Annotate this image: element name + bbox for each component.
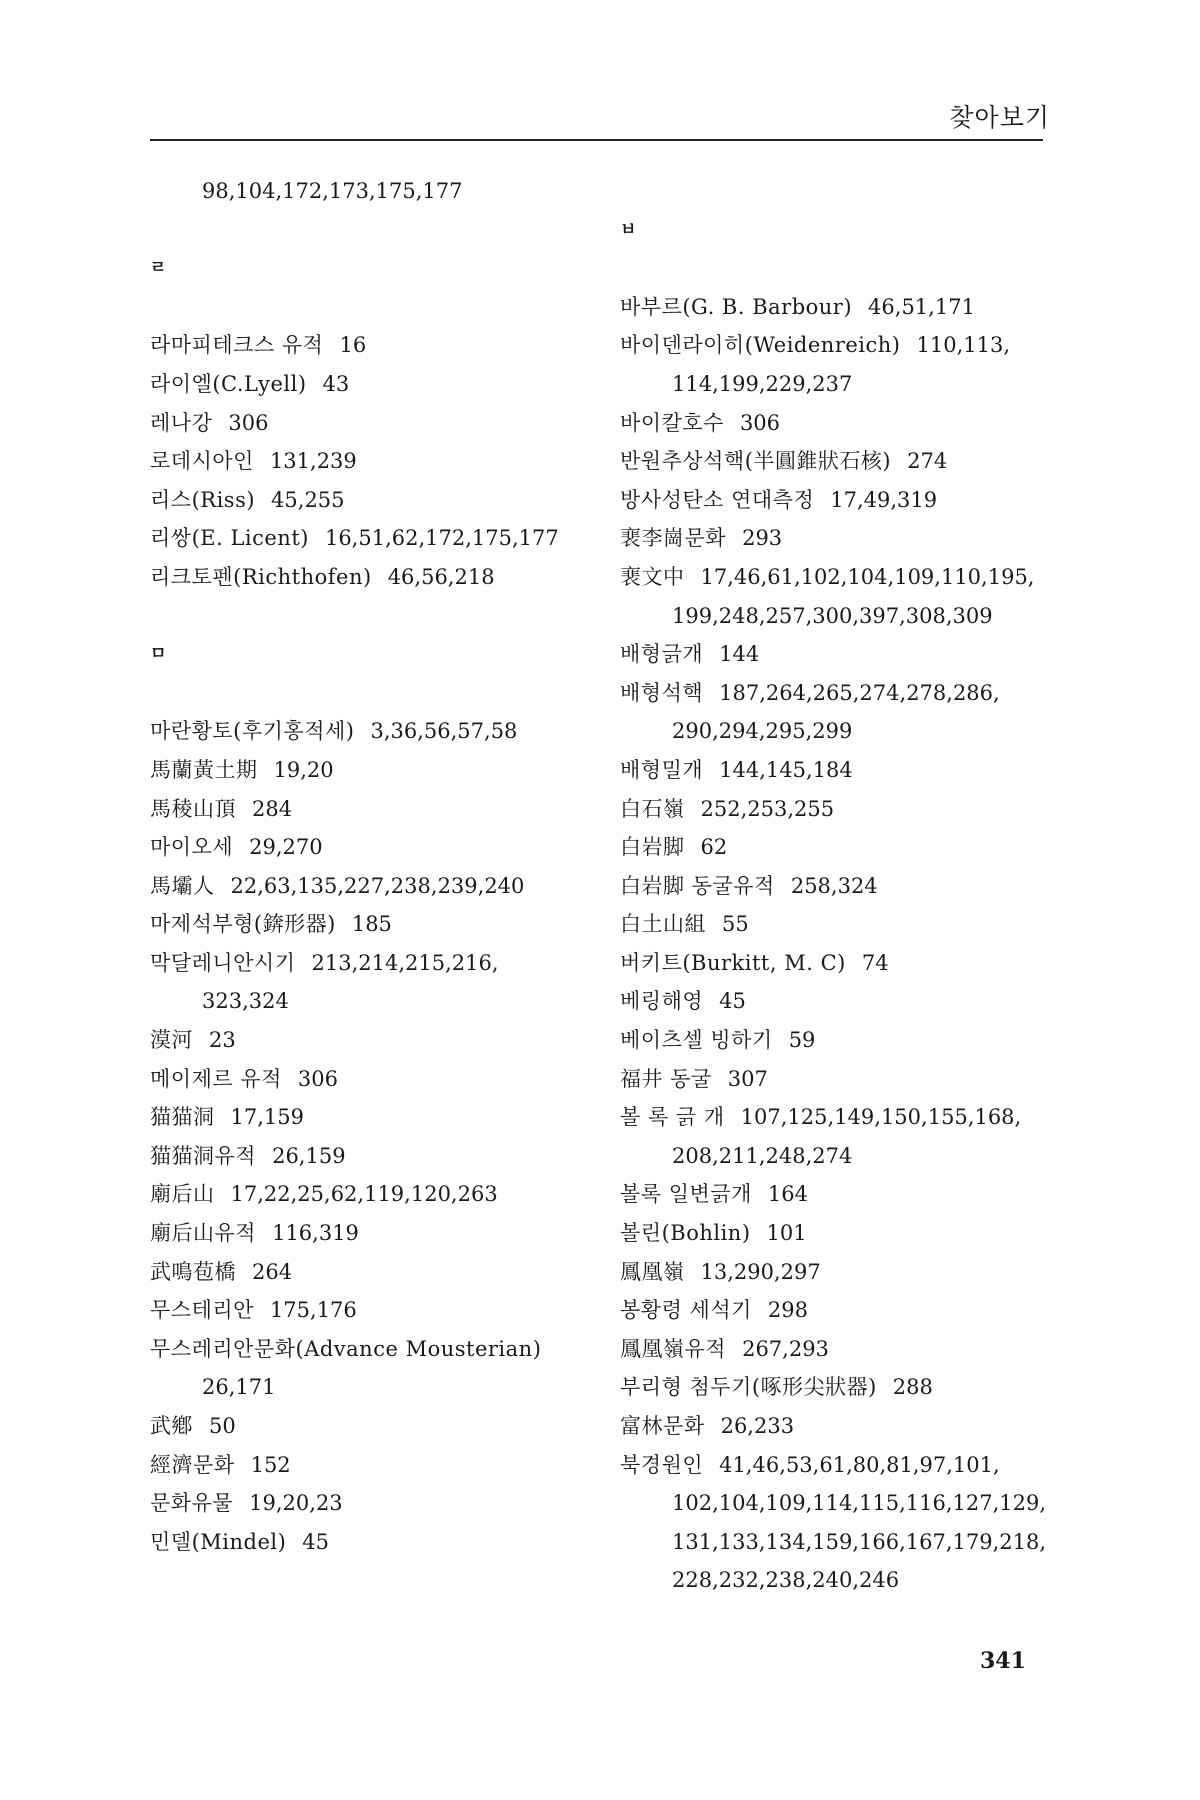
index-entry: [150, 519, 600, 558]
index-entry: [150, 867, 600, 906]
index-page-refs: 152: [250, 1452, 291, 1477]
index-entry: [150, 1446, 600, 1485]
index-entry-continuation: 98,104,172,173,175,177: [202, 179, 463, 203]
index-page-refs: 185: [351, 912, 392, 937]
index-entry: [150, 326, 600, 365]
index-page-refs: 46,51,171: [868, 294, 975, 319]
index-entry-continuation: 131,133,134,159,166,167,179,218,: [672, 1529, 1047, 1554]
index-entry: [620, 790, 1070, 829]
index-entry-continuation: 199,248,257,300,397,308,309: [672, 603, 993, 628]
index-entry: [150, 1330, 600, 1369]
index-entry-continuation: 208,211,248,274: [672, 1143, 853, 1168]
index-term: 富林문화: [620, 1414, 705, 1438]
index-term: 막달레니안시기: [150, 950, 296, 975]
index-page-refs: 45,255: [271, 487, 345, 512]
section-heading: ㅁ: [150, 644, 167, 665]
index-entry: [150, 712, 600, 751]
index-page-refs: 288: [892, 1375, 933, 1400]
index-column-left: [150, 172, 600, 1561]
index-term: 白岩脚 동굴유적: [620, 873, 775, 898]
index-entry: [620, 1098, 1070, 1137]
index-entry: [620, 1368, 1070, 1407]
index-entry: [620, 635, 1070, 674]
index-term: 마란황토(후기홍적세): [150, 719, 355, 744]
section-gap: [150, 288, 600, 327]
index-term: 經濟문화: [150, 1452, 235, 1477]
index-entry: [620, 1330, 1070, 1369]
index-page-refs: 43: [322, 371, 350, 396]
index-term: 福井 동굴: [620, 1066, 712, 1091]
index-page-refs: 107,125,149,150,155,168,: [740, 1105, 1022, 1130]
index-term: 라마피테크스 유적: [150, 333, 324, 358]
index-term: 배형석핵: [620, 680, 704, 705]
index-page-refs: 298: [767, 1298, 808, 1323]
index-entry-continuation: 290,294,295,299: [672, 719, 853, 744]
index-entry: [150, 1253, 600, 1292]
index-page-refs: 144: [719, 642, 760, 667]
index-page-refs: 187,264,265,274,278,286,: [719, 680, 1000, 705]
index-page-refs: 74: [861, 950, 889, 975]
index-term: 白土山組: [620, 912, 706, 937]
index-term: 猫猫洞: [150, 1105, 215, 1130]
index-term: 북경원인: [620, 1452, 704, 1477]
index-term: 武鄕: [150, 1414, 193, 1438]
index-page-refs: 19,20,23: [249, 1491, 343, 1516]
index-page-refs: 258,324: [790, 873, 878, 898]
index-page-refs: 13,290,297: [700, 1259, 821, 1284]
index-entry-continuation: 114,199,229,237: [672, 371, 853, 396]
index-entry: [150, 1137, 600, 1176]
index-entry: [620, 481, 1070, 520]
index-page-refs: 45: [302, 1529, 330, 1554]
index-entry: [150, 1021, 600, 1060]
index-entry: [150, 404, 600, 443]
index-entry: [620, 1291, 1070, 1330]
index-entry: [620, 404, 1070, 443]
index-page-refs: 17,22,25,62,119,120,263: [230, 1182, 498, 1207]
index-entry-continuation: 26,171: [202, 1375, 276, 1400]
index-page-refs: 16: [339, 333, 367, 358]
index-entry: [150, 1484, 600, 1523]
index-term: 메이제르 유적: [150, 1066, 282, 1091]
index-entry: [620, 326, 1070, 365]
index-entry: [150, 944, 600, 983]
index-entry-continuation: 323,324: [202, 989, 289, 1014]
index-entry: [620, 674, 1070, 713]
index-entry: [620, 751, 1070, 790]
index-term: 白岩脚: [620, 835, 685, 860]
index-term: 버키트(Burkitt, M. C): [620, 950, 846, 975]
index-page-refs: 50: [209, 1414, 236, 1438]
index-page-refs: 306: [297, 1066, 338, 1091]
index-entry: [150, 1060, 600, 1099]
index-page-refs: 116,319: [272, 1221, 359, 1246]
index-page-refs: 307: [727, 1066, 768, 1091]
index-term: 부리형 첨두기(啄形尖狀器): [620, 1375, 877, 1400]
index-page-refs: 131,239: [269, 449, 357, 474]
index-page-refs: 101: [766, 1221, 807, 1246]
index-page-refs: 23: [209, 1028, 236, 1053]
index-entry: [150, 442, 600, 481]
index-entry: [150, 828, 600, 867]
index-page-refs: 284: [252, 796, 293, 821]
index-term: 배형긁개: [620, 642, 704, 667]
index-page-refs: 26,159: [272, 1143, 346, 1168]
index-page-refs: 267,293: [742, 1336, 829, 1361]
index-entry: [620, 442, 1070, 481]
index-entry: [150, 905, 600, 944]
section-gap: [150, 597, 600, 636]
index-page-refs: 55: [722, 912, 749, 937]
index-term: 무스테리안: [150, 1298, 254, 1323]
index-page-refs: 164: [767, 1182, 808, 1207]
index-entry: [620, 1021, 1070, 1060]
index-term: 베이츠셀 빙하기: [620, 1028, 773, 1053]
index-page-refs: 3,36,56,57,58: [370, 719, 518, 744]
index-term: 마제석부형(錛形器): [150, 912, 336, 937]
index-page-refs: 144,145,184: [719, 757, 853, 782]
index-entry: [620, 1407, 1070, 1446]
index-page-refs: 110,113,: [916, 333, 1010, 358]
index-term: 볼린(Bohlin): [620, 1221, 751, 1246]
index-entry: [150, 558, 600, 597]
index-term: 볼 록 긁 개: [620, 1105, 725, 1130]
index-entry: [620, 1253, 1070, 1292]
index-entry: [620, 1446, 1070, 1485]
index-page-refs: 41,46,53,61,80,81,97,101,: [719, 1452, 1000, 1477]
index-term: 리스(Riss): [150, 487, 256, 512]
index-page-refs: 175,176: [269, 1298, 357, 1323]
index-term: 베링해영: [620, 989, 704, 1014]
index-page-refs: 17,159: [230, 1105, 304, 1130]
index-entry: [150, 1523, 600, 1562]
index-term: 馬壩人: [150, 873, 215, 898]
index-term: 武鳴苞橋: [150, 1259, 236, 1284]
index-page-refs: 293: [742, 526, 783, 551]
index-term: 무스레리안문화(Advance Mousterian): [150, 1336, 542, 1361]
index-term: 리크토펜(Richthofen): [150, 564, 372, 589]
index-term: 민델(Mindel): [150, 1529, 287, 1554]
index-term: 바부르(G. B. Barbour): [620, 294, 853, 319]
index-page-refs: 252,253,255: [700, 796, 835, 821]
index-entry: [620, 905, 1070, 944]
index-term: 레나강: [150, 410, 213, 435]
index-entry: [620, 1214, 1070, 1253]
index-entry: [150, 1407, 600, 1446]
index-term: 로데시아인: [150, 449, 254, 474]
index-term: 馬蘭黃土期: [150, 757, 258, 782]
index-page-refs: 46,56,218: [387, 564, 495, 589]
index-entry: [150, 365, 600, 404]
index-term: 반원추상석핵(半圓錐狀石核): [620, 449, 892, 474]
index-entry: [150, 481, 600, 520]
index-page-refs: 16,51,62,172,175,177: [324, 526, 559, 551]
index-entry: [620, 1175, 1070, 1214]
index-page-refs: 17,49,319: [830, 487, 938, 512]
index-page-refs: 59: [788, 1028, 816, 1053]
section-gap: [150, 211, 600, 250]
section-gap: [620, 249, 1070, 288]
running-header-title: 찾아보기: [949, 103, 1050, 132]
index-term: 猫猫洞유적: [150, 1143, 257, 1168]
index-term: 白石嶺: [620, 796, 685, 821]
index-term: 廟后山유적: [150, 1221, 257, 1246]
index-entry: [620, 982, 1070, 1021]
index-entry-continuation: 102,104,109,114,115,116,127,129,: [672, 1491, 1047, 1516]
index-term: 방사성탄소 연대측정: [620, 487, 815, 512]
index-entry: [150, 1175, 600, 1214]
index-term: 리쌍(E. Licent): [150, 526, 309, 551]
index-term: 배형밀개: [620, 757, 704, 782]
index-page-refs: 306: [228, 410, 269, 435]
index-entry-continuation: 228,232,238,240,246: [672, 1568, 900, 1593]
index-term: 漠河: [150, 1028, 193, 1053]
index-entry: [150, 1291, 600, 1330]
index-entry: [620, 288, 1070, 327]
index-page-refs: 29,270: [249, 835, 323, 860]
index-page-refs: 306: [739, 410, 781, 435]
index-entry: [620, 1060, 1070, 1099]
index-term: 裵文中: [620, 564, 685, 589]
index-page-refs: 26,233: [720, 1414, 795, 1438]
page-number: 341: [980, 1648, 1026, 1674]
index-term: 廟后山: [150, 1182, 215, 1207]
index-term: 裵李崗문화: [620, 526, 727, 551]
section-gap: [150, 674, 600, 713]
index-entry: [150, 790, 600, 829]
index-entry: [150, 1098, 600, 1137]
index-column-right: [620, 172, 1070, 1600]
index-page-refs: 22,63,135,227,238,239,240: [230, 873, 525, 898]
index-term: 鳳凰嶺: [620, 1259, 685, 1284]
index-entry: [620, 944, 1070, 983]
index-page-refs: 19,20: [273, 757, 334, 782]
index-page-refs: 45: [719, 989, 746, 1014]
index-page-refs: 274: [907, 449, 948, 474]
section-heading: ㅂ: [620, 219, 637, 240]
section-gap: [620, 172, 1070, 211]
section-heading: ㄹ: [150, 258, 167, 279]
index-term: 볼록 일변긁개: [620, 1182, 752, 1207]
header-divider: [150, 139, 1043, 141]
index-page-refs: 62: [700, 835, 728, 860]
index-page-refs: 213,214,215,216,: [311, 950, 499, 975]
index-term: 馬稜山頂: [150, 796, 236, 821]
index-entry: [150, 751, 600, 790]
index-term: 마이오세: [150, 835, 234, 860]
index-entry: [620, 867, 1070, 906]
index-entry: [620, 828, 1070, 867]
index-page-refs: 17,46,61,102,104,109,110,195,: [700, 564, 1035, 589]
index-entry: [620, 558, 1070, 597]
index-term: 鳳凰嶺유적: [620, 1336, 727, 1361]
index-term: 봉황령 세석기: [620, 1298, 752, 1323]
index-term: 바이덴라이히(Weidenreich): [620, 333, 901, 358]
index-term: 바이칼호수: [620, 410, 724, 435]
index-term: 문화유물: [150, 1491, 234, 1516]
index-entry: [150, 1214, 600, 1253]
index-page-refs: 264: [252, 1259, 293, 1284]
index-term: 라이엘(C.Lyell): [150, 371, 307, 396]
index-entry: [620, 519, 1070, 558]
